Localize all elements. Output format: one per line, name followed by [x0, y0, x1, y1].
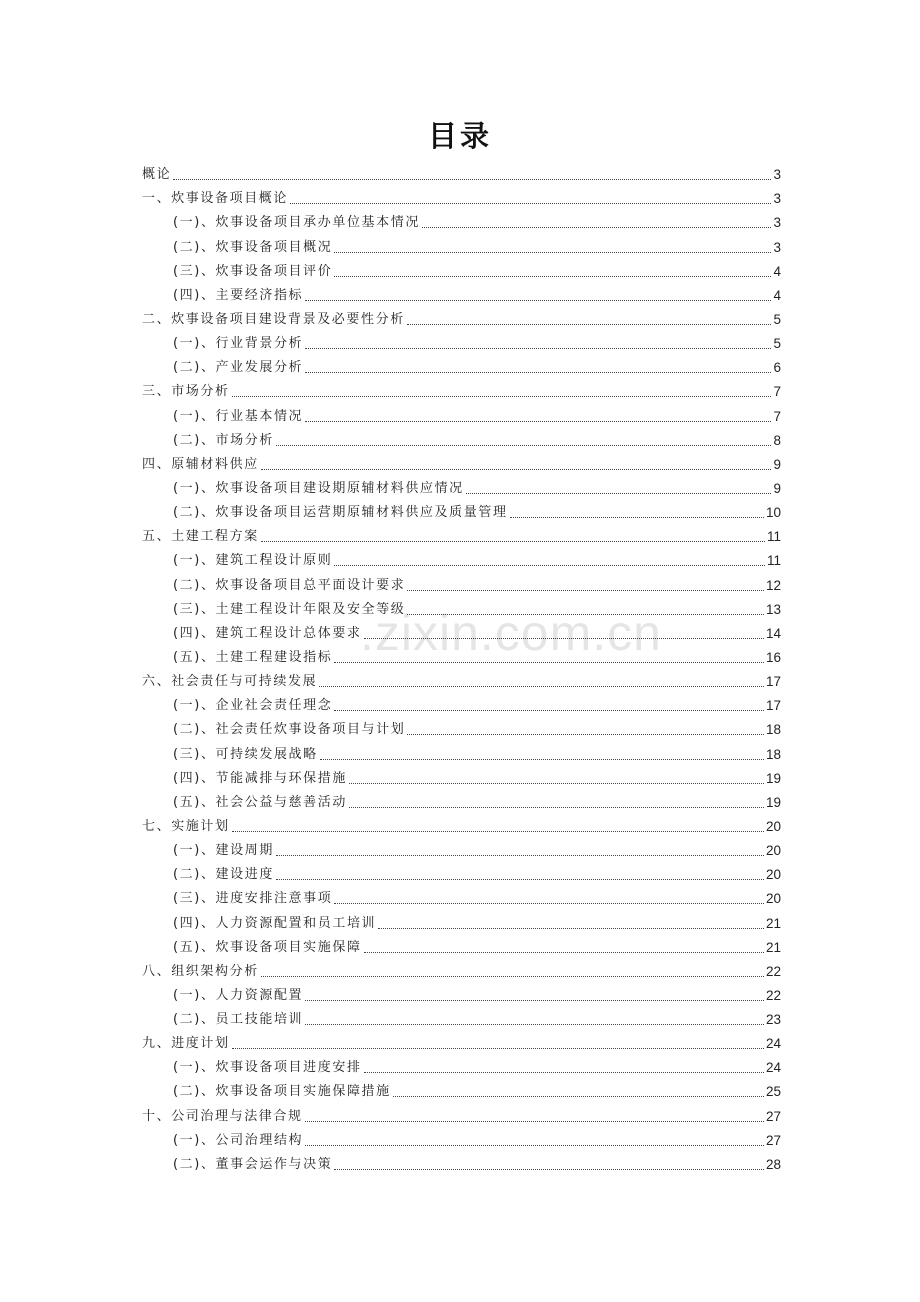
toc-entry-label: 六、社会责任与可持续发展: [142, 674, 318, 690]
toc-dot-leader: [407, 590, 764, 591]
toc-entry-label: (一)、人力资源配置: [173, 987, 304, 1003]
toc-subentry[interactable]: [142, 739, 781, 763]
toc-dot-leader: [334, 710, 764, 711]
toc-entry[interactable]: [142, 667, 781, 691]
toc-subentry[interactable]: [142, 570, 781, 594]
toc-dot-leader: [276, 445, 772, 446]
toc-page-number: 7: [773, 384, 781, 400]
toc-page-number: 18: [765, 746, 781, 762]
toc-dot-leader: [261, 469, 772, 470]
toc-entry-label: (二)、市场分析: [173, 432, 274, 448]
toc-subentry[interactable]: [142, 1126, 781, 1150]
watermark: .zixin.com.cn: [360, 605, 662, 661]
toc-page-number: 21: [765, 915, 781, 931]
toc-entry-label: (二)、董事会运作与决策: [173, 1156, 333, 1172]
toc-dot-leader: [334, 1169, 764, 1170]
toc-page-number: 20: [765, 891, 781, 907]
toc-subentry[interactable]: [142, 1005, 781, 1029]
toc-page-number: 17: [765, 674, 781, 690]
toc-subentry[interactable]: [142, 836, 781, 860]
toc-page-number: 20: [765, 818, 781, 834]
toc-entry-label: (二)、员工技能培训: [173, 1012, 304, 1028]
toc-page-number: 5: [773, 311, 781, 327]
toc-entry-label: (二)、炊事设备项目概况: [173, 239, 333, 255]
toc-dot-leader: [305, 1145, 764, 1146]
toc-subentry[interactable]: [142, 474, 781, 498]
toc-subentry[interactable]: [142, 908, 781, 932]
toc-subentry[interactable]: [142, 1053, 781, 1077]
toc-page-number: 16: [765, 649, 781, 665]
toc-entry[interactable]: [142, 377, 781, 401]
toc-page-number: 3: [773, 167, 781, 183]
toc-entry[interactable]: [142, 160, 781, 184]
toc-dot-leader: [334, 565, 765, 566]
toc-entry-label: 十、公司治理与法律合规: [142, 1108, 303, 1124]
toc-page-number: 28: [765, 1156, 781, 1172]
toc-entry-label: (二)、社会责任炊事设备项目与计划: [173, 722, 406, 738]
toc-entry-label: (一)、行业背景分析: [173, 336, 304, 352]
toc-entry-label: 三、市场分析: [142, 384, 230, 400]
toc-page-number: 3: [773, 191, 781, 207]
toc-subentry[interactable]: [142, 329, 781, 353]
toc-entry-label: (二)、炊事设备项目运营期原辅材料供应及质量管理: [173, 505, 508, 521]
toc-page-number: 5: [773, 336, 781, 352]
toc-page-number: 27: [765, 1108, 781, 1124]
toc-entry-label: 八、组织架构分析: [142, 963, 259, 979]
toc-dot-leader: [364, 952, 764, 953]
toc-subentry[interactable]: [142, 1077, 781, 1101]
toc-page-number: 21: [765, 939, 781, 955]
toc-page-number: 14: [765, 625, 781, 641]
toc-page-number: 3: [773, 239, 781, 255]
toc-entry-label: 九、进度计划: [142, 1036, 230, 1052]
toc-dot-leader: [510, 517, 764, 518]
toc-dot-leader: [334, 252, 771, 253]
toc-dot-leader: [232, 1048, 764, 1049]
toc-subentry[interactable]: [142, 691, 781, 715]
toc-dot-leader: [393, 1096, 764, 1097]
toc-entry-label: (一)、企业社会责任理念: [173, 698, 333, 714]
toc-dot-leader: [261, 541, 765, 542]
toc-dot-leader: [349, 807, 764, 808]
toc-dot-leader: [305, 421, 771, 422]
toc-page-number: 20: [765, 843, 781, 859]
toc-entry-label: (三)、进度安排注意事项: [173, 891, 333, 907]
toc-entry-label: (一)、炊事设备项目承办单位基本情况: [173, 215, 420, 231]
toc-page-number: 23: [765, 1012, 781, 1028]
toc-entry-label: (四)、节能减排与环保措施: [173, 770, 347, 786]
toc-subentry[interactable]: [142, 643, 781, 667]
toc-dot-leader: [334, 903, 764, 904]
toc-entry-label: (一)、建设周期: [173, 843, 274, 859]
toc-entry-label: (一)、炊事设备项目建设期原辅材料供应情况: [173, 480, 464, 496]
toc-entry[interactable]: [142, 450, 781, 474]
toc-dot-leader: [261, 976, 764, 977]
toc-dot-leader: [320, 759, 764, 760]
toc-subentry[interactable]: [142, 232, 781, 256]
toc-page-number: 9: [773, 480, 781, 496]
toc-dot-leader: [407, 734, 764, 735]
toc-entry[interactable]: [142, 812, 781, 836]
toc-dot-leader: [407, 614, 764, 615]
toc-entry-label: 四、原辅材料供应: [142, 456, 259, 472]
toc-entry-label: 一、炊事设备项目概论: [142, 191, 289, 207]
toc-entry-label: (五)、土建工程建设指标: [173, 649, 333, 665]
toc-subentry[interactable]: [142, 498, 781, 522]
toc-page-number: 13: [765, 601, 781, 617]
toc-page-number: 25: [765, 1084, 781, 1100]
toc-entry-label: (三)、炊事设备项目评价: [173, 263, 333, 279]
toc-subentry[interactable]: [142, 788, 781, 812]
toc-entry-label: (一)、公司治理结构: [173, 1132, 304, 1148]
toc-dot-leader: [319, 686, 764, 687]
toc-page-number: 18: [765, 722, 781, 738]
toc-dot-leader: [378, 928, 764, 929]
toc-page-number: 9: [773, 456, 781, 472]
toc-page-number: 11: [766, 553, 781, 569]
toc-subentry[interactable]: [142, 715, 781, 739]
toc-entry[interactable]: [142, 1029, 781, 1053]
toc-entry-label: (二)、炊事设备项目总平面设计要求: [173, 577, 406, 593]
toc-subentry[interactable]: [142, 595, 781, 619]
toc-entry-label: (三)、土建工程设计年限及安全等级: [173, 601, 406, 617]
toc-subentry[interactable]: [142, 353, 781, 377]
toc-dot-leader: [334, 276, 771, 277]
toc-dot-leader: [305, 372, 771, 373]
toc-entry-label: 五、土建工程方案: [142, 529, 259, 545]
toc-entry-label: 概论: [142, 167, 172, 183]
toc-entry-label: (五)、炊事设备项目实施保障: [173, 939, 362, 955]
toc-entry-label: (二)、建设进度: [173, 867, 274, 883]
toc-page-number: 7: [773, 408, 781, 424]
toc-page-number: 6: [773, 360, 781, 376]
toc-dot-leader: [334, 662, 764, 663]
toc-subentry[interactable]: [142, 281, 781, 305]
toc-dot-leader: [305, 1121, 764, 1122]
toc-dot-leader: [173, 179, 771, 180]
toc-entry-label: (四)、主要经济指标: [173, 287, 304, 303]
toc-entry-label: (三)、可持续发展战略: [173, 746, 318, 762]
toc-dot-leader: [305, 1000, 764, 1001]
toc-entry[interactable]: [142, 522, 781, 546]
toc-subentry[interactable]: [142, 257, 781, 281]
toc-entry-label: 二、炊事设备项目建设背景及必要性分析: [142, 311, 405, 327]
toc-dot-leader: [232, 396, 772, 397]
toc-entry[interactable]: [142, 1101, 781, 1125]
toc-dot-leader: [305, 348, 771, 349]
page-title: 目录: [427, 119, 492, 153]
toc-page-number: 19: [765, 794, 781, 810]
toc-dot-leader: [466, 493, 772, 494]
toc-dot-leader: [422, 227, 772, 228]
toc-page-number: 4: [773, 263, 781, 279]
toc-dot-leader: [364, 1072, 764, 1073]
toc-subentry[interactable]: [142, 764, 781, 788]
toc-dot-leader: [305, 1024, 764, 1025]
toc-page-number: 24: [765, 1036, 781, 1052]
toc-entry-label: (四)、建筑工程设计总体要求: [173, 625, 362, 641]
toc-entry-label: (二)、炊事设备项目实施保障措施: [173, 1084, 391, 1100]
toc-subentry[interactable]: [142, 208, 781, 232]
toc-dot-leader: [276, 879, 764, 880]
toc-dot-leader: [364, 638, 764, 639]
toc-page-number: 4: [773, 287, 781, 303]
toc-dot-leader: [305, 300, 771, 301]
toc-page-number: 12: [765, 577, 781, 593]
toc-subentry[interactable]: [142, 426, 781, 450]
toc-page-number: 10: [765, 505, 781, 521]
toc-entry[interactable]: [142, 305, 781, 329]
toc-entry-label: 七、实施计划: [142, 818, 230, 834]
toc-dot-leader: [349, 783, 764, 784]
toc-dot-leader: [407, 324, 772, 325]
toc-subentry[interactable]: [142, 933, 781, 957]
toc-page-number: 20: [765, 867, 781, 883]
toc-dot-leader: [290, 203, 771, 204]
toc-subentry[interactable]: [142, 860, 781, 884]
toc-entry[interactable]: [142, 184, 781, 208]
toc-subentry[interactable]: [142, 884, 781, 908]
toc-page-number: 22: [765, 987, 781, 1003]
toc-page-number: 17: [765, 698, 781, 714]
toc-entry-label: (一)、建筑工程设计原则: [173, 553, 333, 569]
toc-page-number: 24: [765, 1060, 781, 1076]
toc-subentry[interactable]: [142, 619, 781, 643]
toc-entry-label: (一)、炊事设备项目进度安排: [173, 1060, 362, 1076]
toc-page-number: 27: [765, 1132, 781, 1148]
table-of-contents: [142, 160, 781, 1174]
toc-entry-label: (二)、产业发展分析: [173, 360, 304, 376]
toc-dot-leader: [232, 831, 764, 832]
toc-page-number: 3: [773, 215, 781, 231]
toc-subentry[interactable]: [142, 401, 781, 425]
toc-subentry[interactable]: [142, 981, 781, 1005]
toc-page-number: 11: [766, 529, 781, 545]
toc-entry-label: (四)、人力资源配置和员工培训: [173, 915, 377, 931]
toc-page-number: 19: [765, 770, 781, 786]
toc-page-number: 8: [773, 432, 781, 448]
toc-entry-label: (五)、社会公益与慈善活动: [173, 794, 347, 810]
toc-entry-label: (一)、行业基本情况: [173, 408, 304, 424]
toc-dot-leader: [276, 855, 764, 856]
toc-entry[interactable]: [142, 957, 781, 981]
toc-subentry[interactable]: [142, 546, 781, 570]
toc-subentry[interactable]: [142, 1150, 781, 1174]
toc-page-number: 22: [765, 963, 781, 979]
